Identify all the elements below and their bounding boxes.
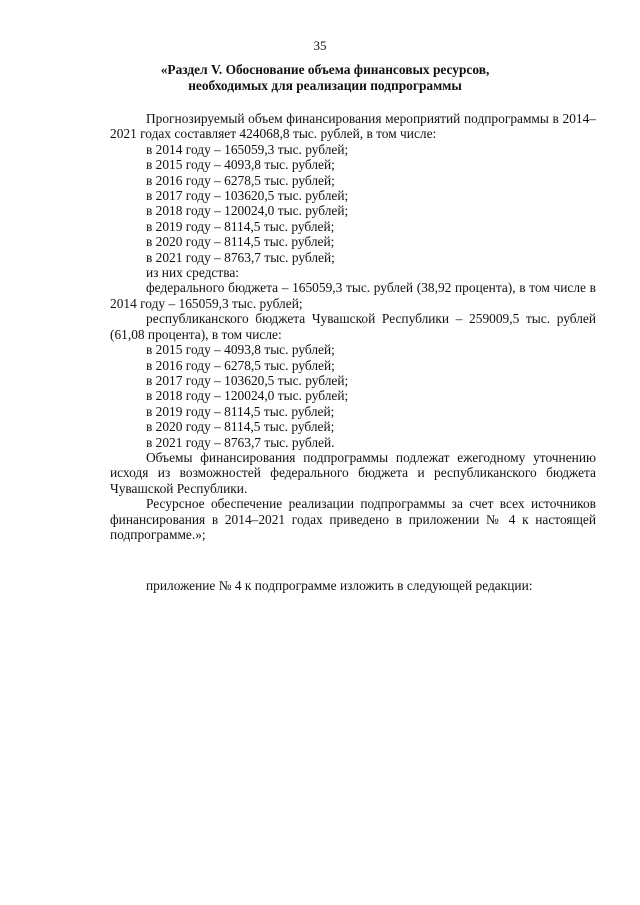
sources-label: из них средства: (146, 265, 240, 281)
total-year-line: в 2018 году – 120024,0 тыс. рублей; (146, 203, 349, 219)
republican-year-line: в 2017 году – 103620,5 тыс. рублей; (146, 372, 349, 388)
heading-line-1: «Раздел V. Обоснование объема финансовых ресурсов, (160, 62, 490, 77)
clarification-paragraph: Объемы финансирования подпрограммы подлежат ежегодному уточнению исходя из возможностей федерального бюджета и республиканского бюджета Чувашской Республики. (110, 449, 596, 496)
heading-line-2: необходимых для реализации подпрограммы (188, 77, 462, 93)
total-year-line: в 2015 году – 4093,8 тыс. рублей; (146, 157, 335, 173)
page-number: 35 (313, 38, 327, 53)
resource-provision-paragraph: Ресурсное обеспечение реализации подпрограммы за счет всех источников финансирования в 2014–2021 годах приведено в приложении № 4 к настоящей подпрограмме.»; (110, 496, 596, 542)
total-year-line: в 2014 году – 165059,3 тыс. рублей; (146, 141, 349, 157)
body-text (110, 111, 596, 542)
section-heading (120, 62, 530, 93)
intro-paragraph: Прогнозируемый объем финансирования мероприятий подпрограммы в 2014–2021 годах составляет 424068,8 тыс. рублей, в том числе: (110, 111, 596, 142)
republican-year-line: в 2019 году – 8114,5 тыс. рублей; (146, 403, 335, 419)
republican-year-line: в 2021 году – 8763,7 тыс. рублей. (146, 434, 335, 450)
federal-budget-paragraph: федерального бюджета – 165059,3 тыс. рублей (38,92 процента), в том числе в 2014 году – 165059,3 тыс. рублей; (110, 280, 596, 311)
total-year-line: в 2019 году – 8114,5 тыс. рублей; (146, 218, 335, 234)
republican-budget-paragraph: республиканского бюджета Чувашской Республики – 259009,5 тыс. рублей (61,08 процента), в том числе: (110, 311, 596, 342)
total-year-line: в 2017 году – 103620,5 тыс. рублей; (146, 188, 349, 204)
republican-year-line: в 2015 году – 4093,8 тыс. рублей; (146, 342, 335, 358)
total-year-line: в 2021 году – 8763,7 тыс. рублей; (146, 249, 335, 265)
republican-year-line: в 2018 году – 120024,0 тыс. рублей; (146, 388, 349, 404)
republican-year-line: в 2016 году – 6278,5 тыс. рублей; (146, 357, 335, 373)
total-year-line: в 2020 году – 8114,5 тыс. рублей; (146, 234, 335, 250)
total-year-line: в 2016 году – 6278,5 тыс. рублей; (146, 172, 335, 188)
annex-instruction: приложение № 4 к подпрограмме изложить в следующей редакции: (146, 578, 533, 593)
republican-year-line: в 2020 году – 8114,5 тыс. рублей; (146, 419, 335, 435)
